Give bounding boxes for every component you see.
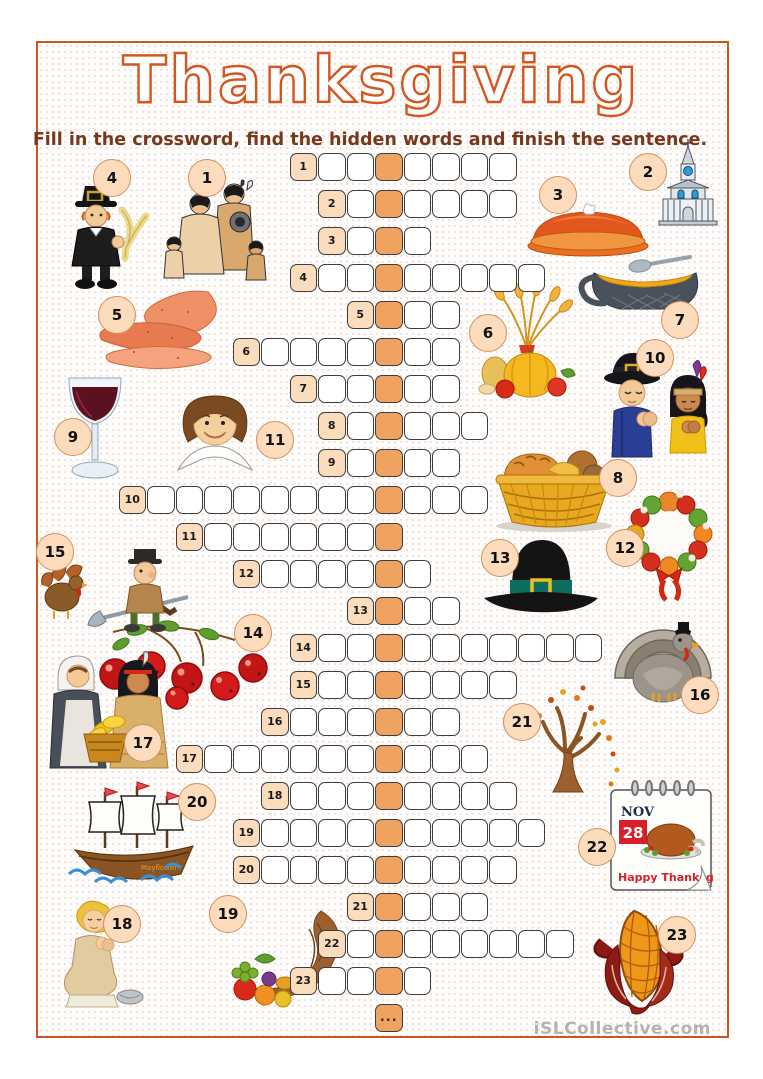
letter-cell[interactable] <box>204 486 232 514</box>
letter-cell[interactable] <box>233 745 261 773</box>
clue-number-cell-17[interactable]: 17 <box>176 745 204 773</box>
letter-cell[interactable] <box>261 745 289 773</box>
letter-cell[interactable] <box>290 560 318 588</box>
letter-cell[interactable] <box>404 264 432 292</box>
clue-circle-15: 15 <box>36 533 74 571</box>
clue-circle-10: 10 <box>636 339 674 377</box>
page-title: Thanksgiving <box>122 44 641 118</box>
letter-cell[interactable] <box>404 597 432 625</box>
letter-cell[interactable] <box>461 486 489 514</box>
clue-circle-17: 17 <box>124 724 162 762</box>
letter-cell[interactable] <box>261 819 289 847</box>
letter-cell[interactable] <box>347 412 375 440</box>
letter-cell[interactable] <box>404 153 432 181</box>
letter-cell[interactable] <box>432 634 460 662</box>
clue-number-cell-13[interactable]: 13 <box>347 597 375 625</box>
clue-circle-9: 9 <box>54 418 92 456</box>
letter-cell[interactable] <box>404 375 432 403</box>
letter-cell[interactable] <box>347 930 375 958</box>
letter-cell[interactable] <box>461 264 489 292</box>
letter-cell[interactable] <box>347 634 375 662</box>
highlight-cell-row-23[interactable] <box>375 967 403 995</box>
letter-cell[interactable] <box>347 449 375 477</box>
letter-cell[interactable] <box>404 893 432 921</box>
highlight-cell-row-19[interactable] <box>375 819 403 847</box>
letter-cell[interactable] <box>318 634 346 662</box>
letter-cell[interactable] <box>432 708 460 736</box>
clue-circle-5: 5 <box>98 296 136 334</box>
letter-cell[interactable] <box>233 523 261 551</box>
clue-number-cell-21[interactable]: 21 <box>347 893 375 921</box>
letter-cell[interactable] <box>404 486 432 514</box>
pilgrim-girl-icon <box>168 388 263 483</box>
letter-cell[interactable] <box>575 634 603 662</box>
letter-cell[interactable] <box>461 190 489 218</box>
letter-cell[interactable] <box>489 819 517 847</box>
clue-number-cell-2[interactable]: 2 <box>318 190 346 218</box>
letter-cell[interactable] <box>233 486 261 514</box>
letter-cell[interactable] <box>290 745 318 773</box>
letter-cell[interactable] <box>347 523 375 551</box>
clue-number-cell-23[interactable]: 23 <box>290 967 318 995</box>
letter-cell[interactable] <box>404 560 432 588</box>
letter-cell[interactable] <box>461 819 489 847</box>
clue-number-cell-11[interactable]: 11 <box>176 523 204 551</box>
letter-cell[interactable] <box>404 412 432 440</box>
highlight-cell-row-9[interactable] <box>375 449 403 477</box>
letter-cell[interactable] <box>347 227 375 255</box>
letter-cell[interactable] <box>489 634 517 662</box>
letter-cell[interactable] <box>404 708 432 736</box>
letter-cell[interactable] <box>489 930 517 958</box>
letter-cell[interactable] <box>461 153 489 181</box>
letter-cell[interactable] <box>546 634 574 662</box>
highlight-cell-row-2[interactable] <box>375 190 403 218</box>
letter-cell[interactable] <box>432 597 460 625</box>
letter-cell[interactable] <box>347 375 375 403</box>
highlight-cell-row-6[interactable] <box>375 338 403 366</box>
clue-circle-7: 7 <box>661 301 699 339</box>
highlight-cell-row-3[interactable] <box>375 227 403 255</box>
letter-cell[interactable] <box>347 856 375 884</box>
letter-cell[interactable] <box>347 671 375 699</box>
letter-cell[interactable] <box>461 893 489 921</box>
letter-cell[interactable] <box>461 412 489 440</box>
clue-circle-19: 19 <box>209 895 247 933</box>
letter-cell[interactable] <box>432 338 460 366</box>
letter-cell[interactable] <box>404 227 432 255</box>
letter-cell[interactable] <box>489 671 517 699</box>
highlight-cell-row-11[interactable] <box>375 523 403 551</box>
letter-cell[interactable] <box>318 782 346 810</box>
letter-cell[interactable] <box>347 819 375 847</box>
clue-circle-3: 3 <box>539 176 577 214</box>
letter-cell[interactable] <box>318 338 346 366</box>
letter-cell[interactable] <box>290 338 318 366</box>
clue-circle-11: 11 <box>256 421 294 459</box>
letter-cell[interactable] <box>204 745 232 773</box>
letter-cell[interactable] <box>404 449 432 477</box>
letter-cell[interactable] <box>318 819 346 847</box>
letter-cell[interactable] <box>290 782 318 810</box>
letter-cell[interactable] <box>432 449 460 477</box>
svg-text:28: 28 <box>622 824 644 842</box>
letter-cell[interactable] <box>261 560 289 588</box>
highlight-cell-row-8[interactable] <box>375 412 403 440</box>
highlight-cell-row-18[interactable] <box>375 782 403 810</box>
letter-cell[interactable] <box>404 190 432 218</box>
highlight-cell-row-15[interactable] <box>375 671 403 699</box>
clue-circle-20: 20 <box>178 783 216 821</box>
highlight-cell-row-22[interactable] <box>375 930 403 958</box>
letter-cell[interactable] <box>404 745 432 773</box>
letter-cell[interactable] <box>432 893 460 921</box>
letter-cell[interactable] <box>518 634 546 662</box>
letter-cell[interactable] <box>404 856 432 884</box>
letter-cell[interactable] <box>432 153 460 181</box>
clue-number-cell-5[interactable]: 5 <box>347 301 375 329</box>
clue-circle-8: 8 <box>599 459 637 497</box>
letter-cell[interactable] <box>347 967 375 995</box>
clue-number-cell-3[interactable]: 3 <box>318 227 346 255</box>
clue-number-cell-7[interactable]: 7 <box>290 375 318 403</box>
letter-cell[interactable] <box>347 782 375 810</box>
highlight-cell-row-16[interactable] <box>375 708 403 736</box>
letter-cell[interactable] <box>147 486 175 514</box>
letter-cell[interactable] <box>461 782 489 810</box>
letter-cell[interactable] <box>404 967 432 995</box>
letter-cell[interactable] <box>318 264 346 292</box>
clue-number-cell-20[interactable]: 20 <box>233 856 261 884</box>
letter-cell[interactable] <box>290 486 318 514</box>
clue-number-cell-22[interactable]: 22 <box>318 930 346 958</box>
highlight-cell-row-21[interactable] <box>375 893 403 921</box>
clue-number-cell-10[interactable]: 10 <box>119 486 147 514</box>
letter-cell[interactable] <box>404 782 432 810</box>
calendar-icon <box>605 778 717 895</box>
highlight-cell-row-20[interactable] <box>375 856 403 884</box>
letter-cell[interactable] <box>318 523 346 551</box>
letter-cell[interactable] <box>318 671 346 699</box>
letter-cell[interactable] <box>432 412 460 440</box>
letter-cell[interactable] <box>432 190 460 218</box>
clue-circle-4: 4 <box>93 159 131 197</box>
letter-cell[interactable] <box>461 856 489 884</box>
letter-cell[interactable] <box>518 930 546 958</box>
clue-circle-6: 6 <box>469 314 507 352</box>
clue-number-cell-9[interactable]: 9 <box>318 449 346 477</box>
clue-circle-1: 1 <box>188 159 226 197</box>
letter-cell[interactable] <box>461 671 489 699</box>
letter-cell[interactable] <box>318 153 346 181</box>
clue-number-cell-18[interactable]: 18 <box>261 782 289 810</box>
letter-cell[interactable] <box>318 486 346 514</box>
instruction-text: Fill in the crossword, find the hidden words and finish the sentence. <box>32 130 708 150</box>
letter-cell[interactable] <box>347 745 375 773</box>
letter-cell[interactable] <box>432 819 460 847</box>
svg-text:Happy Thanksg: Happy Thanksg <box>618 871 714 884</box>
letter-cell[interactable] <box>347 560 375 588</box>
highlight-cell-row-17[interactable] <box>375 745 403 773</box>
letter-cell[interactable] <box>432 930 460 958</box>
highlight-cell-row-5[interactable] <box>375 301 403 329</box>
letter-cell[interactable] <box>290 819 318 847</box>
letter-cell[interactable] <box>404 819 432 847</box>
clue-circle-16: 16 <box>681 676 719 714</box>
letter-cell[interactable] <box>432 301 460 329</box>
letter-cell[interactable] <box>261 338 289 366</box>
letter-cell[interactable] <box>489 190 517 218</box>
clue-number-cell-8[interactable]: 8 <box>318 412 346 440</box>
letter-cell[interactable] <box>318 560 346 588</box>
letter-cell[interactable] <box>347 486 375 514</box>
svg-text:NOV: NOV <box>621 805 655 820</box>
letter-cell[interactable] <box>546 930 574 958</box>
letter-cell[interactable] <box>347 153 375 181</box>
clue-number-cell-1[interactable]: 1 <box>290 153 318 181</box>
letter-cell[interactable] <box>318 967 346 995</box>
clue-number-cell-16[interactable]: 16 <box>261 708 289 736</box>
letter-cell[interactable] <box>347 338 375 366</box>
letter-cell[interactable] <box>432 745 460 773</box>
letter-cell[interactable] <box>318 708 346 736</box>
letter-cell[interactable] <box>176 486 204 514</box>
letter-cell[interactable] <box>290 523 318 551</box>
letter-cell[interactable] <box>404 930 432 958</box>
letter-cell[interactable] <box>261 856 289 884</box>
letter-cell[interactable] <box>432 782 460 810</box>
highlight-cell-row-10[interactable] <box>375 486 403 514</box>
watermark: iSLCollective.com <box>533 1019 711 1039</box>
clue-circle-14: 14 <box>234 614 272 652</box>
clue-number-cell-12[interactable]: 12 <box>233 560 261 588</box>
letter-cell[interactable] <box>432 264 460 292</box>
letter-cell[interactable] <box>261 523 289 551</box>
letter-cell[interactable] <box>432 486 460 514</box>
letter-cell[interactable] <box>204 523 232 551</box>
letter-cell[interactable] <box>489 264 517 292</box>
letter-cell[interactable] <box>318 375 346 403</box>
letter-cell[interactable] <box>261 486 289 514</box>
clue-circle-22: 22 <box>578 828 616 866</box>
highlight-cell-row-1[interactable] <box>375 153 403 181</box>
letter-cell[interactable] <box>432 856 460 884</box>
letter-cell[interactable] <box>518 819 546 847</box>
letter-cell[interactable] <box>489 782 517 810</box>
letter-cell[interactable] <box>461 745 489 773</box>
clue-circle-13: 13 <box>481 539 519 577</box>
letter-cell[interactable] <box>461 930 489 958</box>
clue-circle-2: 2 <box>629 153 667 191</box>
clue-number-cell-14[interactable]: 14 <box>290 634 318 662</box>
highlight-cell-row-7[interactable] <box>375 375 403 403</box>
letter-cell[interactable] <box>404 671 432 699</box>
highlight-cell-row-13[interactable] <box>375 597 403 625</box>
clue-circle-23: 23 <box>658 916 696 954</box>
letter-cell[interactable] <box>489 153 517 181</box>
letter-cell[interactable] <box>318 745 346 773</box>
letter-cell[interactable] <box>347 264 375 292</box>
clue-number-cell-15[interactable]: 15 <box>290 671 318 699</box>
letter-cell[interactable] <box>290 708 318 736</box>
letter-cell[interactable] <box>404 301 432 329</box>
letter-cell[interactable] <box>347 708 375 736</box>
letter-cell[interactable] <box>404 338 432 366</box>
highlight-cell-row-14[interactable] <box>375 634 403 662</box>
highlight-cell-row-12[interactable] <box>375 560 403 588</box>
letter-cell[interactable] <box>489 856 517 884</box>
clue-number-cell-4[interactable]: 4 <box>290 264 318 292</box>
letter-cell[interactable] <box>347 190 375 218</box>
clue-number-cell-19[interactable]: 19 <box>233 819 261 847</box>
letter-cell[interactable] <box>318 856 346 884</box>
letter-cell[interactable] <box>404 634 432 662</box>
ellipsis-cell: ... <box>375 1004 403 1032</box>
letter-cell[interactable] <box>432 671 460 699</box>
letter-cell[interactable] <box>461 634 489 662</box>
svg-text:Mayflower: Mayflower <box>141 864 178 872</box>
clue-number-cell-6[interactable]: 6 <box>233 338 261 366</box>
clue-circle-21: 21 <box>503 703 541 741</box>
pilgrim-with-wishbone-icon <box>52 182 168 292</box>
highlight-cell-row-4[interactable] <box>375 264 403 292</box>
clue-circle-12: 12 <box>606 529 644 567</box>
letter-cell[interactable] <box>432 375 460 403</box>
letter-cell[interactable] <box>290 856 318 884</box>
clue-circle-18: 18 <box>103 905 141 943</box>
letter-cell[interactable] <box>518 264 546 292</box>
